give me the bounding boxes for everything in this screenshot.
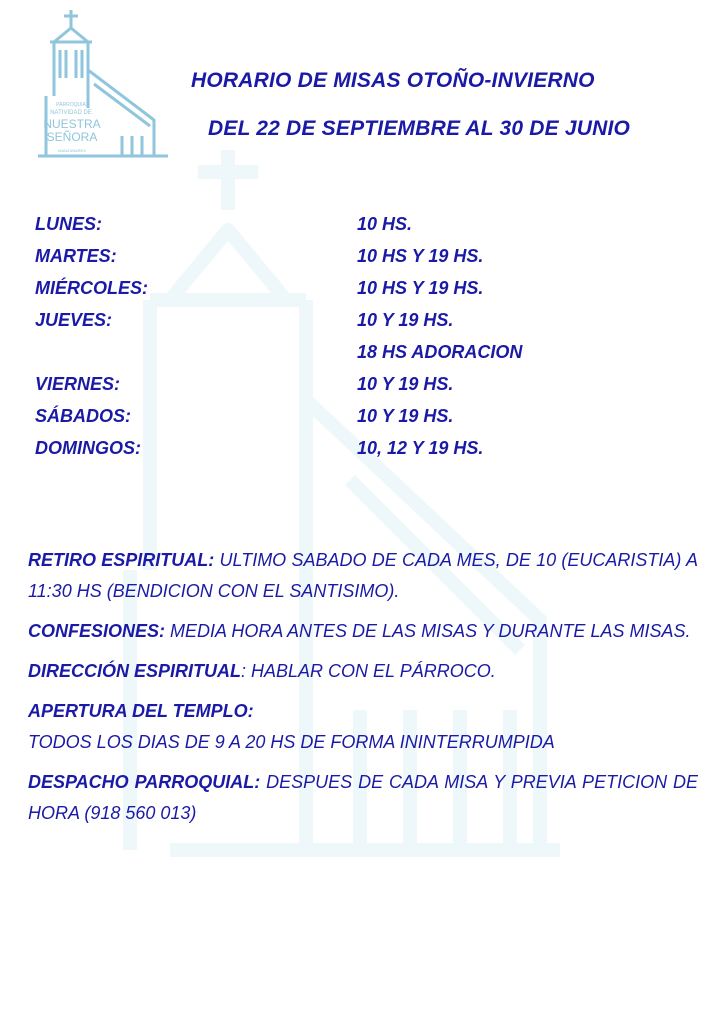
schedule-row [35,368,635,400]
note-direccion [28,656,698,687]
note-retiro-text: ULTIMO SABADO DE CADA MES, DE 10 (EUCARISTIA) A 11:30 HS (BENDICION CON EL SANTISIMO). [28,550,698,601]
note-apertura [28,696,698,758]
schedule-time: 10 Y 19 HS. [357,310,454,330]
note-retiro [28,545,698,607]
logo-text-line1: PARROQUIA [56,102,86,108]
parish-logo [34,8,174,160]
schedule-row [35,272,635,304]
logo-text-line3: NUESTRA [43,117,101,131]
schedule-time: 10 HS. [357,214,413,234]
logo-text-line5: MANZANARES [58,148,86,153]
note-apertura-label: APERTURA DEL TEMPLO: [28,701,254,721]
note-retiro-label: RETIRO ESPIRITUAL: [28,550,215,570]
logo-text-line2: NATIVIDAD DE [50,110,92,116]
schedule-day: SÁBADOS: [35,406,132,426]
note-direccion-label: DIRECCIÓN ESPIRITUAL [28,661,242,681]
schedule-day: LUNES: [35,214,102,234]
note-despacho-text: DESPUES DE CADA MISA Y PREVIA PETICION DE HORA (918 560 013) [28,772,698,823]
schedule-row [35,432,635,464]
page-title: HORARIO DE MISAS OTOÑO-INVIERNO [191,69,595,92]
schedule-time: 10, 12 Y 19 HS. [357,438,484,458]
note-direccion-text: : HABLAR CON EL PÁRROCO. [241,661,496,681]
schedule-day: DOMINGOS: [35,438,141,458]
logo-text-line4: SEÑORA [46,130,98,144]
note-confesiones-label: CONFESIONES: [28,621,166,641]
mass-schedule [35,208,635,464]
schedule-time: 10 HS Y 19 HS. [357,278,484,298]
schedule-row [35,336,635,368]
note-confesiones [28,616,698,647]
note-apertura-text: TODOS LOS DIAS DE 9 A 20 HS DE FORMA ININTERRUMPIDA [28,732,555,752]
note-despacho [28,767,698,829]
note-confesiones-text: MEDIA HORA ANTES DE LAS MISAS Y DURANTE LAS MISAS. [165,621,691,641]
schedule-row [35,240,635,272]
schedule-day: VIERNES: [35,374,121,394]
schedule-time: 10 HS Y 19 HS. [357,246,484,266]
schedule-row [35,208,635,240]
page-subtitle: DEL 22 DE SEPTIEMBRE AL 30 DE JUNIO [208,117,631,140]
schedule-day: JUEVES: [35,310,113,330]
notes-section [28,545,698,838]
schedule-day: MIÉRCOLES: [35,278,149,298]
schedule-time: 18 HS ADORACION [357,342,523,362]
schedule-time: 10 Y 19 HS. [357,374,454,394]
schedule-time: 10 Y 19 HS. [357,406,454,426]
note-despacho-label: DESPACHO PARROQUIAL: [28,772,261,792]
schedule-day: MARTES: [35,246,117,266]
schedule-row [35,304,635,336]
schedule-row [35,400,635,432]
